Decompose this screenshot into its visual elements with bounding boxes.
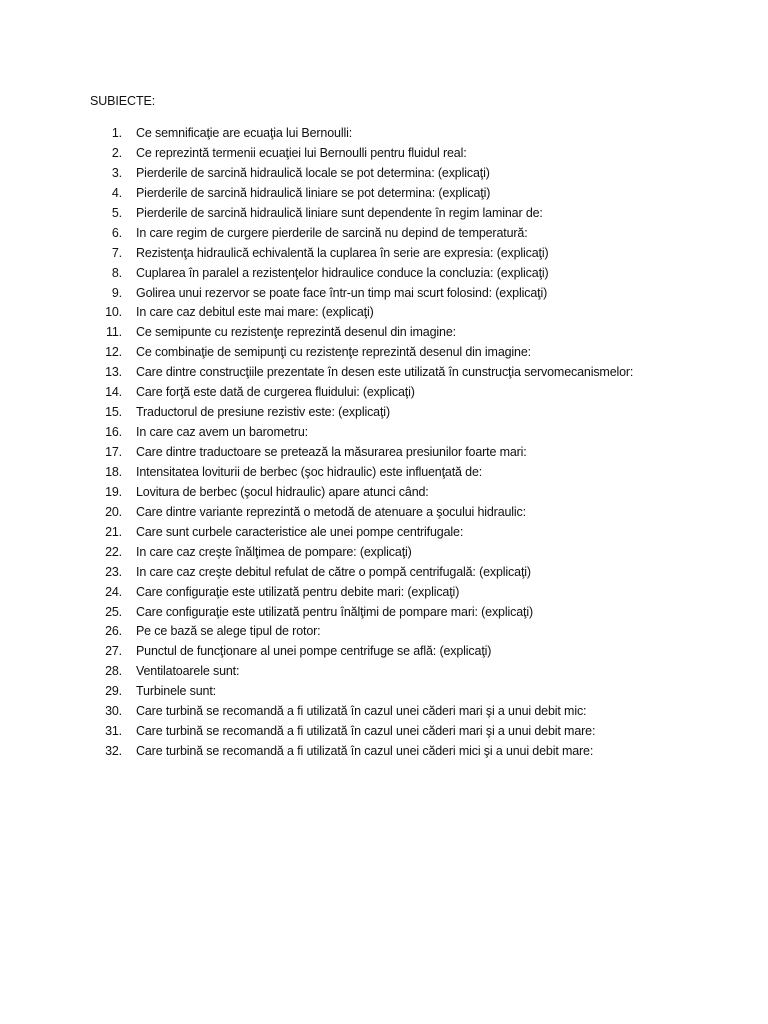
question-number: 17. [105,445,122,459]
question-text: Cuplarea în paralel a rezistenţelor hidraulice conduce la concluzia: (explicaţi) [136,265,549,280]
question-item [0,742,768,762]
question-number: 32. [105,744,122,759]
question-number: 3. [111,165,122,180]
question-item [0,622,768,642]
question-item [0,443,768,463]
question-number: 8. [111,265,122,280]
question-number: 18. [105,464,122,479]
question-item [0,164,768,184]
question-number: 27. [105,644,122,659]
question-number: 4. [111,185,122,200]
question-text: Ventilatoarele sunt: [136,664,240,679]
question-text: Care configuraţie este utilizată pentru înălţimi de pompare mari: (explicaţi) [136,604,533,619]
question-text: Ce semnificaţie are ecuaţia lui Bernoulli: [136,126,353,140]
question-text: Pierderile de sarcină hidraulică liniare sunt dependente în regim laminar de: [136,205,543,220]
question-item [0,284,768,304]
question-text: Turbinele sunt: [136,684,216,699]
question-text: Traductorul de presiune rezistiv este: (explicaţi) [136,405,390,420]
question-number: 7. [111,245,122,260]
question-item [0,224,768,244]
question-number: 6. [111,225,122,240]
question-item [0,523,768,543]
question-text: Care configuraţie este utilizată pentru debite mari: (explicaţi) [136,584,460,599]
question-text: In care caz debitul este mai mare: (explicaţi) [136,305,374,320]
question-number: 29. [105,684,122,699]
question-number: 28. [105,664,122,679]
question-text: Ce reprezintă termenii ecuaţiei lui Bernoulli pentru fluidul real: [136,145,467,160]
question-text: Care turbină se recomandă a fi utilizată în cazul unei căderi mari şi a unui debit mic: [136,704,587,719]
question-text: Pierderile de sarcină hidraulică locale se pot determina: (explicaţi) [136,165,490,180]
question-text: Lovitura de berbec (şocul hidraulic) apare atunci când: [136,484,429,499]
question-item [0,682,768,702]
question-item [0,702,768,722]
question-text: Care forţă este dată de curgerea fluidului: (explicaţi) [136,385,415,400]
question-number: 9. [111,285,122,300]
question-number: 5. [111,205,122,220]
question-item [0,642,768,662]
question-item [0,124,768,144]
question-number: 25. [105,604,122,619]
question-item [0,583,768,603]
question-item [0,204,768,224]
question-text: In care regim de curgere pierderile de sarcină nu depind de temperatură: [136,225,528,240]
question-item [0,603,768,623]
question-number: 2. [111,145,122,160]
question-text: Care dintre traductoare se pretează la măsurarea presiunilor foarte mari: [136,445,527,459]
question-text: Care dintre construcţiile prezentate în desen este utilizată în cunstrucţia servomecanismelor: [136,365,634,380]
question-item [0,144,768,164]
question-item [0,423,768,443]
question-text: In care caz creşte debitul refulat de către o pompă centrifugală: (explicaţi) [136,564,531,579]
question-number: 14. [105,385,122,400]
question-text: Golirea unui rezervor se poate face într-un timp mai scurt folosind: (explicaţi) [136,285,548,300]
question-item [0,383,768,403]
question-number: 16. [105,425,122,440]
question-number: 26. [105,624,122,639]
question-item [0,563,768,583]
question-item [0,483,768,503]
question-text: Pe ce bază se alege tipul de rotor: [136,624,321,639]
document-heading: SUBIECTE: [90,94,156,108]
question-item [0,264,768,284]
question-item [0,543,768,563]
question-number: 24. [105,584,122,599]
question-text: Punctul de funcţionare al unei pompe centrifuge se află: (explicaţi) [136,644,492,659]
question-number: 13. [105,365,122,380]
question-text: Care turbină se recomandă a fi utilizată în cazul unei căderi mari şi a unui debit mare: [136,724,596,739]
question-number: 15. [105,405,122,420]
question-number: 10. [105,305,122,320]
question-item [0,323,768,343]
question-item [0,463,768,483]
question-number: 21. [105,524,122,539]
question-text: Care sunt curbele caracteristice ale unei pompe centrifugale: [136,524,464,539]
question-item [0,343,768,363]
question-text: Rezistenţa hidraulică echivalentă la cuplarea în serie are expresia: (explicaţi) [136,245,549,260]
question-item [0,662,768,682]
question-item [0,503,768,523]
question-item [0,303,768,323]
question-number: 30. [105,704,122,719]
question-number: 19. [105,484,122,499]
question-number: 11. [106,325,122,340]
question-number: 1. [111,126,122,140]
question-text: Ce combinaţie de semipunţi cu rezistenţe reprezintă desenul din imagine: [136,345,531,360]
question-text: Pierderile de sarcină hidraulică liniare se pot determina: (explicaţi) [136,185,491,200]
question-text: In care caz avem un barometru: [136,425,308,440]
question-number: 20. [105,504,122,519]
question-item [0,722,768,742]
question-text: Care turbină se recomandă a fi utilizată în cazul unei căderi mici şi a unui debit mare: [136,744,594,759]
question-item [0,244,768,264]
question-item [0,363,768,383]
question-text: Ce semipunte cu rezistenţe reprezintă desenul din imagine: [136,325,456,340]
question-text: Intensitatea loviturii de berbec (şoc hidraulic) este influenţată de: [136,464,483,479]
question-number: 31. [105,724,122,739]
question-number: 23. [105,564,122,579]
question-number: 22. [105,544,122,559]
question-list [0,124,768,762]
question-text: In care caz creşte înălţimea de pompare: (explicaţi) [136,544,412,559]
question-number: 12. [105,345,122,360]
question-text: Care dintre variante reprezintă o metodă de atenuare a şocului hidraulic: [136,504,526,519]
question-item [0,184,768,204]
question-item [0,403,768,423]
